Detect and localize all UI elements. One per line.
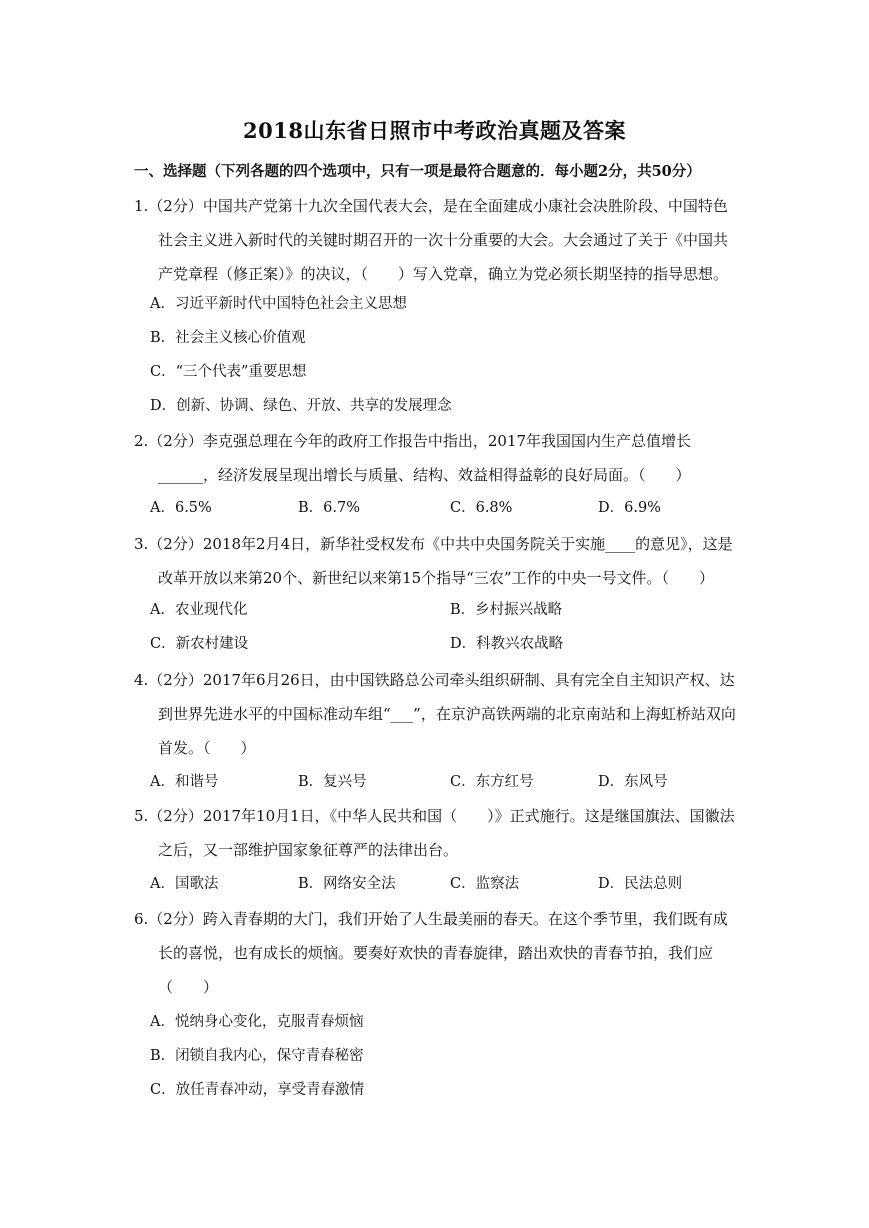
question-6-option-b: B．闭锁自我内心，保守青春秘密: [150, 1048, 364, 1064]
question-6-option-c: C．放任青春冲动，享受青春激情: [150, 1082, 365, 1098]
question-5: [134, 799, 740, 867]
question-1-option-b: B．社会主义核心价值观: [150, 330, 306, 346]
question-1-option-a: A．习近平新时代中国特色社会主义思想: [150, 296, 407, 312]
question-5-option-b: B．网络安全法: [298, 876, 396, 892]
question-2: [134, 424, 740, 492]
question-5-option-a: A．国歌法: [150, 876, 219, 892]
question-stem: 1.（2分）中国共产党第十九次全国代表大会，是在全面建成小康社会决胜阶段、中国特色社会主义进入新时代的关键时期召开的一次十分重要的大会。大会通过了关于《中国共产党章程（修正案）》的决议，（ ）写入党章，确立为党必须长期坚持的指导思想。: [134, 197, 729, 283]
page-title: 2018山东省日照市中考政治真题及答案: [243, 118, 626, 143]
question-5-option-c: C．监察法: [450, 876, 520, 892]
question-2-option-d: D．6.9%: [598, 500, 661, 516]
question-4-option-d: D．东风号: [598, 774, 668, 790]
section-heading: 一、选择题（下列各题的四个选项中，只有一项是最符合题意的．每小题2分，共50分）: [134, 163, 701, 180]
question-2-option-c: C．6.8%: [450, 500, 513, 516]
question-3-option-c: C．新农村建设: [150, 636, 249, 652]
question-2-option-b: B．6.7%: [298, 500, 360, 516]
question-4-option-b: B．复兴号: [298, 774, 367, 790]
question-stem: 6.（2分）跨入青春期的大门，我们开始了人生最美丽的春天。在这个季节里，我们既有成长的喜悦，也有成长的烦恼。要奏好欢快的青春旋律，踏出欢快的青春节拍，我们应（ ）: [134, 910, 728, 996]
question-4-option-a: A．和谐号: [150, 774, 219, 790]
question-6-option-a: A．悦纳身心变化，克服青春烦恼: [150, 1014, 364, 1030]
question-4: [134, 663, 740, 765]
question-1: [134, 189, 740, 291]
question-3: [134, 527, 740, 595]
question-stem: 5.（2分）2017年10月1日，《中华人民共和国（ ）》正式施行。这是继国旗法、国徽法之后，又一部维护国家象征尊严的法律出台。: [134, 807, 735, 859]
question-stem: 2.（2分）李克强总理在今年的政府工作报告中指出，2017年我国国内生产总值增长______，经济发展呈现出增长与质量、结构、效益相得益彰的良好局面。（ ）: [134, 432, 692, 484]
question-stem: 3.（2分）2018年2月4日，新华社受权发布《中共中央国务院关于实施____的意见》，这是改革开放以来第20个、新世纪以来第15个指导“三农”工作的中央一号文件。（ ）: [134, 535, 733, 587]
question-6: [134, 902, 740, 1004]
question-4-option-c: C．东方红号: [450, 774, 534, 790]
question-3-option-d: D．科教兴农战略: [450, 636, 564, 652]
question-1-option-d: D．创新、协调、绿色、开放、共享的发展理念: [150, 398, 452, 414]
question-3-option-b: B．乡村振兴战略: [450, 602, 563, 618]
question-1-option-c: C．“三个代表”重要思想: [150, 364, 307, 380]
question-5-option-d: D．民法总则: [598, 876, 683, 892]
question-3-option-a: A．农业现代化: [150, 602, 248, 618]
question-2-option-a: A．6.5%: [150, 500, 212, 516]
question-stem: 4.（2分）2017年6月26日，由中国铁路总公司牵头组织研制、具有完全自主知识产权、达到世界先进水平的中国标准动车组“___”，在京沪高铁两端的北京南站和上海虹桥站双向首发。（ ）: [134, 671, 736, 757]
